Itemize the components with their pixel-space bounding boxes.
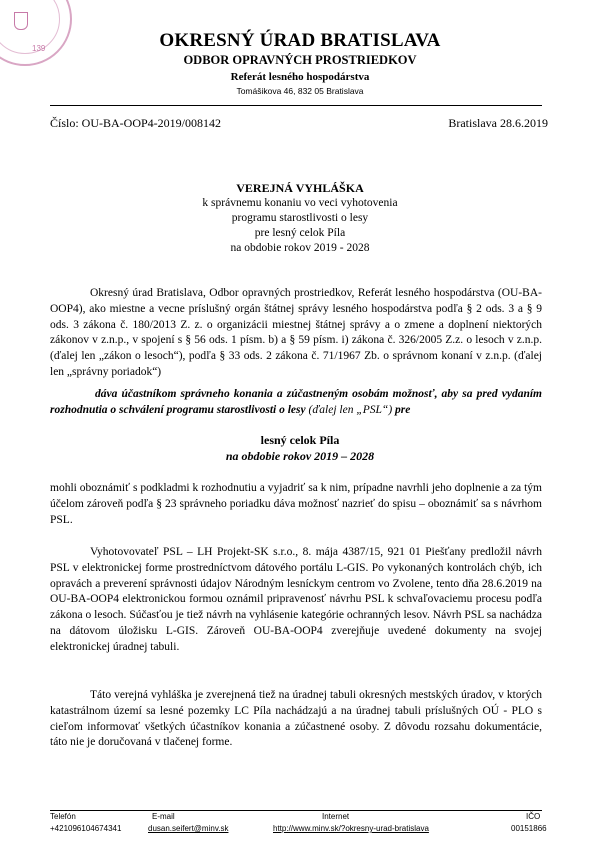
stamp-number: 139	[32, 44, 46, 53]
unit-name: Referát lesného hospodárstva	[230, 71, 370, 83]
coat-of-arms-icon	[14, 12, 28, 30]
footer-internet-label: Internet	[322, 812, 350, 821]
footer-phone: +421096104674341	[50, 824, 122, 833]
footer-ico: 00151866	[511, 824, 547, 833]
subject-line: programu starostlivosti o lesy	[231, 212, 369, 224]
intro-paragraph: Okresný úrad Bratislava, Odbor opravných prostriedkov, Referát lesného hospodárstva (OU-BA-OOP4), ako miestne a vecne príslušný orgán štátnej správy lesného hospodárstva podľa § 2 ods. 3 a § 9 ods. 3 zákona č. 180/2013 Z. z. o organizácii miestnej štátnej správy a o zmene a doplnení niektorých zákonov v z.n.p., v spojení s § 56 ods. 1 písm. b) a § 59 písm. i) zákona č. 326/2005 Z.z. o lesoch v z.n.p. (ďalej len „zákon o lesoch“), podľa § 33 ods. 2 zákona č. 71/1967 Zb. o správnom konaní v z.n.p. (ďalej len „správny poriadok“)	[50, 287, 542, 378]
document-title: VEREJNÁ VYHLÁŠKA	[236, 181, 364, 195]
period: na obdobie rokov 2019 – 2028	[225, 449, 375, 463]
subject-line: k správnemu konaniu vo veci vyhotovenia	[202, 197, 398, 209]
footer-internet-link[interactable]: http://www.minv.sk/?okresny-urad-bratislava	[273, 824, 429, 833]
header-divider	[50, 105, 542, 106]
notice-bold-text: dáva účastníkom správneho konania a zúčastneným osobám možnosť, aby sa pred vydaním rozhodnutia o schválení programu starostlivosti o lesy	[50, 388, 542, 416]
publication-paragraph: Táto verejná vyhláška je zverejnená tiež na úradnej tabuli okresných mestských úradov, v ktorých katastrálnom území sa lesné pozemky LC Píla nachádzajú a na úradnej tabuli príslušných OÚ - PLO s cieľom informovať všetkých účastníkov konania a zúčastnené osoby. Z dôvodu rozsahu dokumentácie, táto nie je doručovaná v tlačenej forme.	[50, 689, 542, 749]
psl-paragraph: Vyhotovovateľ PSL – LH Projekt-SK s.r.o., 8. mája 4387/15, 921 01 Piešťany predložil návrh PSL v elektronickej forme prostredníctvom dátového portálu L-GIS. Po vykonaných kontrolách chýb, ich opravách a preverení správnosti údajov Národným lesníckym centrom vo Zvolene, tento dňa 28.6.2019 na OU-BA-OOP4 elektronickou formou oznámil pripravenosť návrhu PSL k schvaľovaciemu procesu podľa zákona o lesoch. Súčasťou je tiež návrh na vyhlásenie kategórie ochranných lesov. Návrh PSL sa nachádza na dátovom úložisku L-GIS. Zároveň OU-BA-OOP4 zverejňuje uvedené dokumenty na svojej elektronickej úradnej tabuli.	[50, 546, 542, 653]
subject-line: pre lesný celok Píla	[254, 227, 346, 239]
reference-number: Číslo: OU-BA-OOP4-2019/008142	[50, 116, 222, 130]
notice-abbrev-text: (ďalej len „PSL“)	[305, 403, 396, 416]
office-address: Tomášikova 46, 832 05 Bratislava	[236, 86, 364, 96]
department-name: ODBOR OPRAVNÝCH PROSTRIEDKOV	[183, 53, 417, 67]
footer-phone-label: Telefón	[50, 812, 76, 821]
office-name: OKRESNÝ ÚRAD BRATISLAVA	[159, 30, 441, 51]
forest-unit: lesný celok Píla	[260, 433, 340, 447]
subject-line: na obdobie rokov 2019 - 2028	[230, 242, 370, 254]
notice-end-text: pre	[395, 403, 411, 416]
place-date: Bratislava 28.6.2019	[448, 116, 548, 130]
footer-email-link[interactable]: dusan.seifert@minv.sk	[148, 824, 229, 833]
footer-ico-label: IČO	[526, 812, 541, 821]
notice-paragraph	[50, 387, 542, 419]
footer-divider	[50, 810, 542, 811]
footer-email-label: E-mail	[152, 812, 175, 821]
oboznamenie-paragraph: mohli oboznámiť s podkladmi k rozhodnutiu a vyjadriť sa k nim, prípadne navrhli jeho doplnenie a za tým účelom zároveň podľa § 23 správneho poriadku dáva možnosť nazrieť do spisu – oboznámiť sa s návrhom PSL.	[50, 482, 542, 526]
